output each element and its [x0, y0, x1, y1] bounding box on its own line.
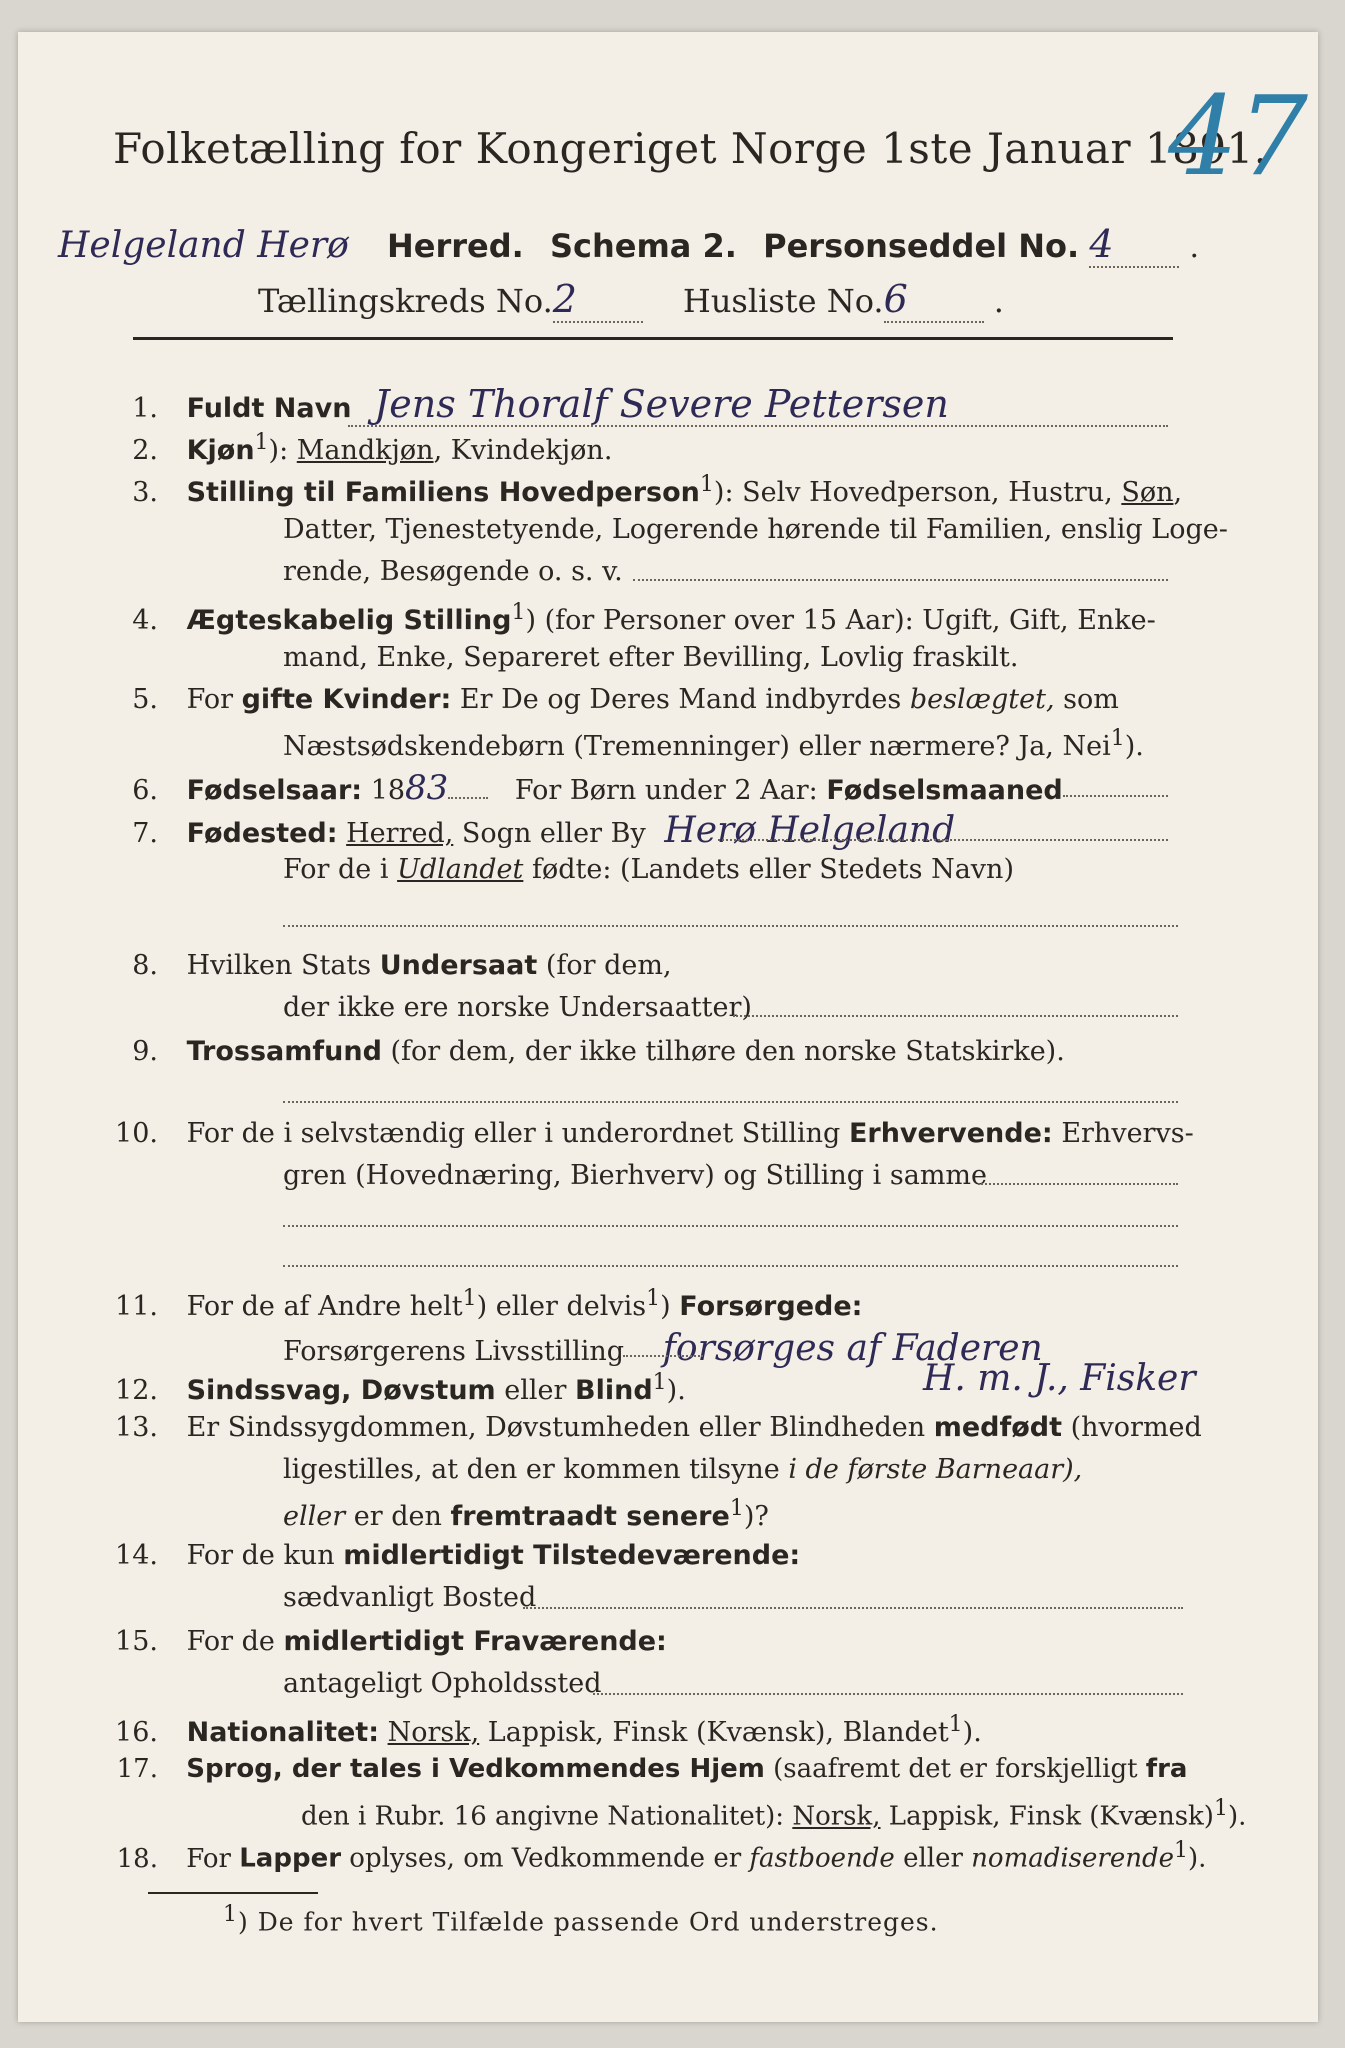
row-text: fra	[1145, 1754, 1188, 1784]
row-13-line-3	[283, 1496, 769, 1532]
nationality-option-marked: Norsk,	[387, 1717, 480, 1748]
row-12	[88, 1370, 686, 1406]
row-text: Sogn eller By	[461, 818, 646, 849]
birthplace-answer: Herø Helgeland	[664, 810, 956, 851]
disability-label: Sindssvag, Døvstum	[186, 1375, 496, 1406]
row-text: Er Sindssygdommen, Døvstumheden eller Blindheden	[186, 1412, 926, 1443]
row-number: 9.	[132, 1036, 158, 1067]
acquired-later-label: fremtraadt senere	[450, 1501, 730, 1532]
row-8	[88, 950, 672, 981]
disability-answer: H. m. J., Fisker	[923, 1358, 1196, 1399]
row-number: 15.	[115, 1626, 158, 1657]
row-5	[88, 684, 1119, 715]
row-number: 7.	[132, 818, 158, 849]
row-text: For de af Andre helt	[186, 1291, 463, 1322]
birthplace-option-marked: Herred,	[346, 818, 454, 849]
row-text: ).	[962, 1717, 982, 1748]
row-4	[88, 600, 1156, 636]
row-text: For Børn under 2 Aar:	[514, 775, 818, 806]
herred-line: Helgeland Herø Herred. Schema 2. Personseddel No. 4 .	[58, 222, 1200, 266]
footnote-mark: 1	[729, 1496, 744, 1521]
footnote-mark: 1	[462, 1286, 477, 1311]
row-text: gren (Hovednæring, Bierhverv) og Stilling i samme	[283, 1160, 988, 1191]
row-text: ).	[666, 1375, 686, 1406]
row-text: er den	[353, 1501, 442, 1532]
row-text: Lappisk, Finsk (Kvænsk)	[888, 1801, 1214, 1832]
row-6	[88, 768, 1063, 808]
row-number: 16.	[115, 1717, 158, 1748]
birth-year-label: Fødselsaar:	[186, 775, 363, 806]
footnote-rule	[148, 1892, 318, 1894]
row-7-line-2	[283, 854, 1014, 885]
row-number: 1.	[132, 393, 158, 424]
row-10	[88, 1118, 1194, 1149]
supported-label: Forsørgede:	[679, 1291, 863, 1322]
row-text: Erhvervs-	[1061, 1118, 1194, 1149]
row-text: Hvilken Stats	[186, 950, 372, 981]
religion-label: Trossamfund	[186, 1036, 382, 1067]
row-text: For de i	[283, 854, 389, 885]
row-text: eller	[504, 1375, 567, 1406]
header-rule	[133, 337, 1173, 340]
nationality-label: Nationalitet:	[186, 1717, 379, 1748]
sex-option-marked: Mandkjøn	[296, 435, 434, 466]
footnote-text: De for hvert Tilfælde passende Ord understreges.	[257, 1907, 939, 1937]
row-text: Datter, Tjenestetyende, Logerende hørende til Familien, enslig Loge-	[283, 514, 1228, 545]
row-5-line-2: Næstsødskendebørn (Tremenninger) eller nærmere? Ja, Nei$^1$).	[283, 726, 1144, 762]
dotted-line	[718, 838, 1168, 841]
row-17-line-2: den i Rubr. 16 angivne Nationalitet): Norsk, Lappisk, Finsk (Kvænsk)$^1$).	[301, 1796, 1247, 1832]
row-text: )?	[743, 1501, 769, 1532]
herred-label: Herred.	[386, 227, 524, 265]
blind-label: Blind	[575, 1375, 653, 1406]
row-text: For de kun	[186, 1540, 335, 1571]
row-11: 11. For de af Andre helt$^1$) eller delvis$^1$) Forsørgede:	[88, 1286, 862, 1322]
form-title: Folketælling for Kongeriget Norge 1ste Januar 1891.	[113, 124, 1268, 173]
row-text: eller	[283, 1501, 346, 1532]
row-text: (for dem, der ikke tilhøre den norske Statskirke).	[390, 1036, 1065, 1067]
row-text: ) (for Personer over 15 Aar): Ugift, Gift, Enke-	[525, 605, 1156, 636]
footnote: $^1$) De for hvert Tilfælde passende Ord understreges.	[223, 1902, 939, 1937]
footnote-mark: 1	[948, 1712, 963, 1737]
language-option-marked: Norsk,	[792, 1801, 881, 1832]
birth-month-label: Fødselsmaaned	[826, 775, 1063, 806]
family-position-marked: Søn	[1121, 477, 1174, 508]
occupation-label: Erhvervende:	[848, 1118, 1053, 1149]
row-text: i de første Barneaar),	[788, 1454, 1083, 1485]
row-text: ,	[1173, 477, 1183, 508]
dotted-line	[283, 1100, 1178, 1103]
census-form-page	[18, 32, 1318, 2022]
dotted-line	[978, 1182, 1178, 1185]
row-13	[88, 1412, 1202, 1443]
dotted-line	[623, 1354, 703, 1357]
row-text: fødte: (Landets eller Stedets Navn)	[531, 854, 1014, 885]
dotted-line	[283, 924, 1178, 927]
row-text: For	[186, 684, 234, 715]
row-text: For	[186, 1843, 231, 1874]
row-text: For de	[186, 1626, 275, 1657]
family-position-label: Stilling til Familiens Hovedperson	[186, 477, 700, 508]
page-number: 47	[1168, 72, 1308, 200]
row-text: (for dem,	[545, 950, 672, 981]
marital-label: Ægteskabelig Stilling	[186, 605, 512, 636]
language-label: Sprog, der tales i Vedkommendes Hjem	[186, 1754, 765, 1784]
row-text: rende, Besøgende o. s. v.	[283, 556, 623, 587]
row-3	[88, 472, 1182, 508]
dotted-line	[593, 1692, 1183, 1695]
row-text: , Kvindekjøn.	[433, 435, 613, 466]
footnote-mark: 1	[254, 430, 269, 455]
row-text: antageligt Opholdssted	[283, 1668, 602, 1699]
husliste-label: Husliste No.	[682, 282, 884, 320]
row-text: (hvormed	[1070, 1412, 1202, 1443]
row-text: beslægtet,	[909, 684, 1055, 715]
subject-label: Undersaat	[379, 950, 538, 981]
row-text: som	[1063, 684, 1119, 715]
temporarily-present-label: midlertidigt Tilstedeværende:	[343, 1540, 801, 1571]
personseddel-label: Personseddel No.	[763, 227, 1080, 265]
row-1	[88, 382, 949, 426]
row-text: (saafremt det er forskjelligt	[773, 1754, 1138, 1784]
row-number: 10.	[115, 1118, 158, 1149]
row-text: Næstsødskendebørn (Tremenninger) eller nærmere? Ja, Nei	[283, 731, 1111, 762]
row-number: 12.	[115, 1375, 158, 1406]
row-text: sædvanligt Bosted	[283, 1582, 537, 1613]
row-number: 14.	[115, 1540, 158, 1571]
row-text: Lappisk, Finsk (Kvænsk), Blandet	[487, 1717, 949, 1748]
row-number: 17.	[116, 1754, 158, 1784]
temporarily-absent-label: midlertidigt Fraværende:	[283, 1626, 667, 1657]
row-text: Forsørgerens Livsstilling	[283, 1336, 625, 1367]
husliste-number: 6	[884, 277, 984, 323]
dotted-line	[348, 424, 1168, 427]
footnote-mark: 1	[511, 600, 526, 625]
row-number: 11.	[115, 1291, 158, 1322]
row-text: fastboende	[749, 1843, 895, 1874]
dotted-line	[633, 578, 1168, 581]
birth-year-answer: 83	[405, 768, 449, 808]
kreds-label: Tællingskreds No.	[258, 282, 553, 320]
birthplace-label: Fødested:	[186, 818, 338, 849]
row-number: 18.	[116, 1843, 158, 1874]
footnote-mark: 1	[699, 472, 714, 497]
row-number: 3.	[132, 477, 158, 508]
row-text: eller	[903, 1843, 963, 1874]
row-text: nomadiserende	[971, 1843, 1175, 1874]
footnote-mark: 1	[1110, 726, 1125, 751]
footnote-mark: 1	[652, 1370, 667, 1395]
row-number: 2.	[132, 435, 158, 466]
married-women-label: gifte Kvinder:	[241, 684, 452, 715]
row-text: oplyses, om Vedkommende er	[349, 1843, 742, 1874]
row-text: Er De og Deres Mand indbyrdes	[459, 684, 902, 715]
row-number: 5.	[132, 684, 158, 715]
row-18: 18. For Lapper oplyses, om Vedkommende er fastboende eller nomadiserende$^1$).	[88, 1838, 1206, 1874]
row-17	[88, 1754, 1187, 1784]
row-text: ) eller delvis	[476, 1291, 647, 1322]
footnote-mark: 1	[1174, 1838, 1189, 1863]
row-text: den i Rubr. 16 angivne Nationalitet):	[301, 1801, 785, 1832]
row-7	[88, 810, 955, 851]
row-text: 18	[370, 775, 406, 806]
row-text: mand, Enke, Separeret efter Bevilling, Lovlig fraskilt.	[283, 642, 1019, 673]
row-text: For de i selvstændig eller i underordnet Stilling	[186, 1118, 841, 1149]
full-name-answer: Jens Thoralf Severe Pettersen	[374, 382, 949, 426]
dotted-line	[733, 1014, 1178, 1017]
kreds-line: Tællingskreds No.2 Husliste No.6 .	[258, 277, 1004, 321]
row-14	[88, 1540, 800, 1571]
row-number: 8.	[132, 950, 158, 981]
row-text: Udlandet	[397, 854, 524, 885]
row-number: 13.	[115, 1412, 158, 1443]
dotted-line	[523, 1606, 1183, 1609]
row-9	[88, 1036, 1065, 1067]
footnote-mark: 1	[223, 1902, 238, 1927]
row-15	[88, 1626, 667, 1657]
personseddel-number: 4	[1089, 222, 1179, 268]
sex-label: Kjøn	[186, 435, 255, 466]
row-number: 4.	[132, 605, 158, 636]
dotted-line	[1063, 794, 1168, 797]
congenital-label: medfødt	[933, 1412, 1063, 1443]
hand-place: Helgeland Herø	[58, 225, 349, 266]
row-text: der ikke ere norske Undersaatter)	[283, 992, 752, 1023]
provider-answer: forsørges af Faderen	[662, 1328, 1043, 1369]
footnote-mark: 1	[646, 1286, 661, 1311]
kreds-number: 2	[553, 277, 643, 323]
lapps-label: Lapper	[239, 1843, 342, 1874]
full-name-label: Fuldt Navn	[186, 393, 352, 424]
dotted-line	[283, 1224, 1178, 1227]
row-2	[88, 430, 612, 466]
row-number: 6.	[132, 775, 158, 806]
row-text: ): Selv Hovedperson, Hustru,	[713, 477, 1122, 508]
row-16	[88, 1712, 982, 1748]
row-text: ):	[268, 435, 297, 466]
footnote-mark: 1	[1213, 1796, 1228, 1821]
dotted-line	[283, 1264, 1178, 1267]
row-13-line-2	[283, 1454, 1082, 1485]
row-text: ligestilles, at den er kommen tilsyne	[283, 1454, 780, 1485]
schema-label: Schema 2.	[549, 227, 737, 265]
